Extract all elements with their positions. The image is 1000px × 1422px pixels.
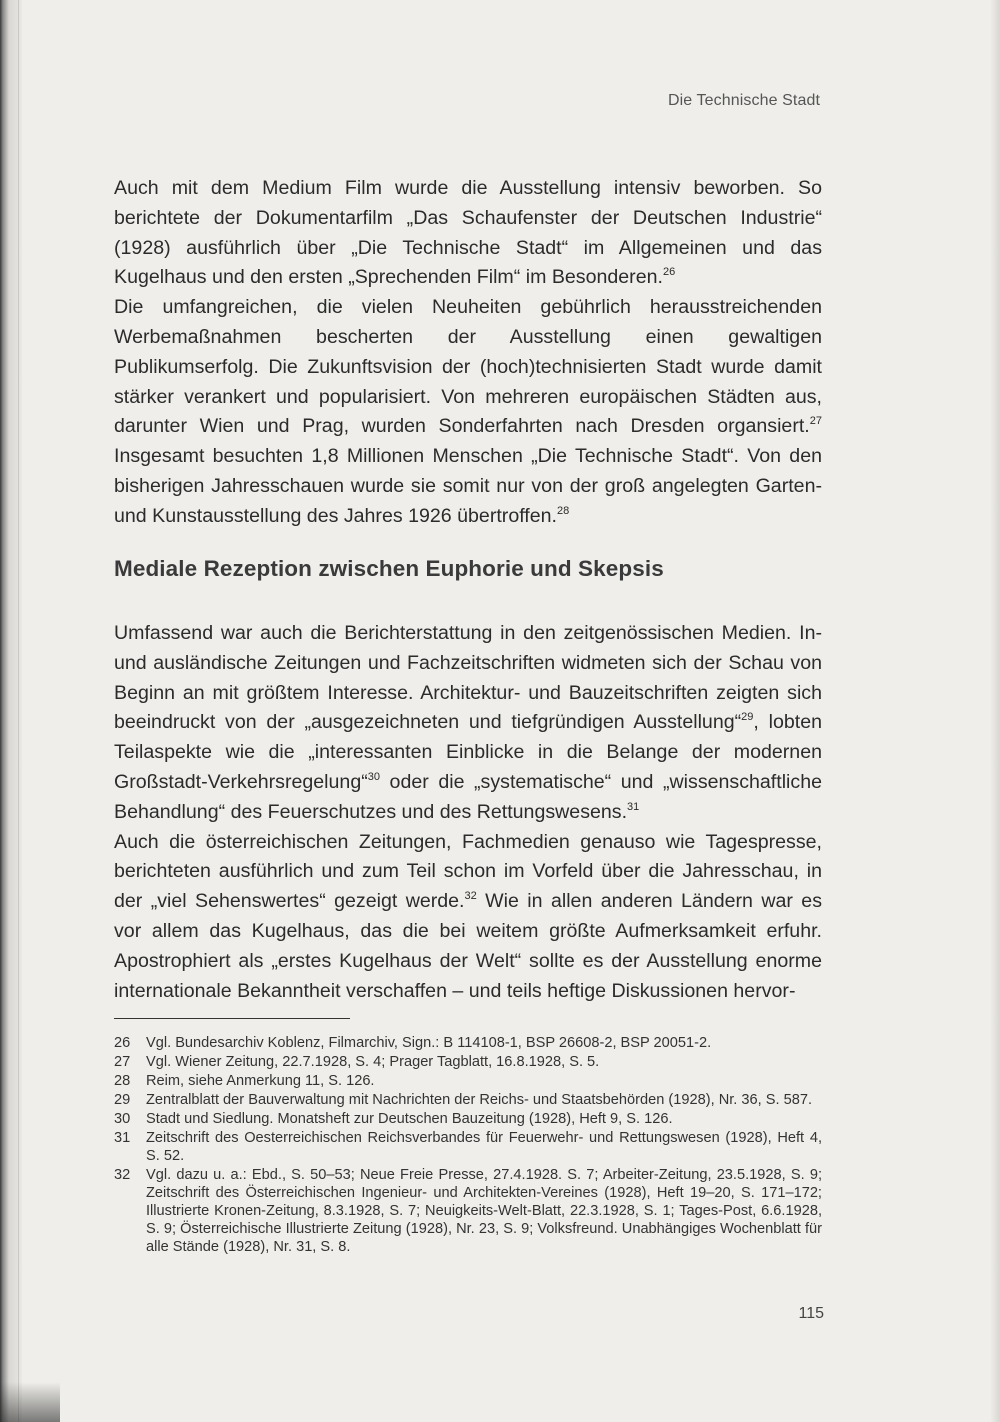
footnote bbox=[114, 1053, 822, 1071]
footnote-ref-31[interactable]: 31 bbox=[627, 800, 640, 813]
body-text-bottom bbox=[114, 619, 822, 1006]
footnote-text: Stadt und Siedlung. Monatsheft zur Deutschen Bauzeitung (1928), Heft 9, S. 126. bbox=[146, 1111, 673, 1127]
footnote bbox=[114, 1072, 822, 1090]
footnote-number: 29 bbox=[114, 1092, 131, 1108]
corner-shadow bbox=[0, 1382, 60, 1422]
footnote-ref-32[interactable]: 32 bbox=[464, 890, 477, 903]
footnote-text: Vgl. Bundesarchiv Koblenz, Filmarchiv, Sign.: B 114108-1, BSP 26608-2, BSP 20051-2. bbox=[146, 1035, 712, 1051]
footnote-number: 28 bbox=[114, 1073, 131, 1089]
paragraph-2: Die umfangreichen, die vielen Neuheiten gebührlich herausstreichenden Werbemaßnahmen bescherten der Ausstellung einen gewaltigen Publikumserfolg. Die Zukunftsvision der (hoch)technisierten Stadt wurde damit stärker verankert und popularisiert. Von mehreren europäischen Städten aus, darunter Wien und Prag, wurden Sonderfahrten nach Dresden organsiert.$^{27}$ Insgesamt besuchten 1,8 Millionen Menschen „Die Technische Stadt“. Von den bisherigen Jahresschauen wurde sie somit nur von der groß angelegten Garten- und Kunstausstellung des Jahres 1926 übertroffen.$^{28}$ bbox=[114, 296, 822, 527]
gutter-line bbox=[18, 0, 19, 1422]
footnote-ref-27[interactable]: 27 bbox=[809, 415, 822, 428]
running-head: Die Technische Stadt bbox=[667, 92, 820, 109]
paragraph-3: Umfassend war auch die Berichterstattung in den zeitgenössischen Medien. In- und ausländische Zeitungen und Fachzeitschriften widmeten sich der Schau von Beginn an mit größtem Interesse. Architektur- und Bauzeitschriften zeigten sich beeindruckt von der „ausgezeichneten und tiefgründigen Ausstellung“$^{29}$, lobten Teilaspekte wie die „interessanten Einblicke in die Belange der modernen Großstadt-Verkehrsregelung“$^{30}$ oder die „systematische“ und „wissenschaftliche Behandlung“ des Feuerschutzes und des Rettungswesens.$^{31}$ bbox=[114, 622, 822, 823]
footnote bbox=[114, 1129, 822, 1165]
section-heading: Mediale Rezeption zwischen Euphorie und Skepsis bbox=[114, 556, 664, 581]
footnote-number: 26 bbox=[114, 1035, 131, 1051]
footnote-separator bbox=[114, 1018, 350, 1019]
page-edge bbox=[990, 0, 1000, 1422]
body-text-top bbox=[114, 174, 822, 532]
footnote-text: Zeitschrift des Oesterreichischen Reichsverbandes für Feuerwehr- und Rettungswesen (1928), Heft 4, S. 52. bbox=[146, 1130, 822, 1164]
footnote-ref-30[interactable]: 30 bbox=[367, 770, 380, 783]
footnote-ref-28[interactable]: 28 bbox=[556, 504, 570, 517]
footnote-number: 27 bbox=[114, 1054, 131, 1070]
footnote bbox=[114, 1091, 822, 1109]
footnote-text: Zentralblatt der Bauverwaltung mit Nachrichten der Reichs- und Staatsbehörden (1928), Nr. 36, S. 587. bbox=[146, 1092, 812, 1108]
footnote bbox=[114, 1110, 822, 1128]
footnote-text: Vgl. Wiener Zeitung, 22.7.1928, S. 4; Prager Tagblatt, 16.8.1928, S. 5. bbox=[146, 1054, 600, 1070]
footnote-text: Reim, siehe Anmerkung 11, S. 126. bbox=[146, 1073, 375, 1089]
footnote-ref-26[interactable]: 26 bbox=[662, 266, 676, 279]
paragraph-4: Auch die österreichischen Zeitungen, Fachmedien genauso wie Tagespresse, berichteten ausführlich und zum Teil schon im Vorfeld über die Jahresschau, in der „viel Sehenswertes“ gezeigt werde.$^{32}$ Wie in allen anderen Ländern war es vor allem das Kugelhaus, das die bei weitem größte Aufmerksamkeit erfuhr. Apostrophiert als „erstes Kugelhaus der Welt“ sollte es der Ausstellung enorme internationale Bekanntheit verschaffen – und teils heftige Diskussionen hervor- bbox=[114, 830, 822, 1002]
footnote bbox=[114, 1166, 822, 1256]
footnote bbox=[114, 1034, 822, 1052]
footnotes bbox=[114, 1034, 822, 1257]
page-number: 115 bbox=[798, 1305, 824, 1322]
footnote-ref-29[interactable]: 29 bbox=[741, 711, 754, 724]
paragraph-1: Auch mit dem Medium Film wurde die Ausstellung intensiv beworben. So berichtete der Dokumentarfilm „Das Schaufenster der Deutschen Industrie“ (1928) ausführlich über „Die Technische Stadt“ im Allgemeinen und das Kugelhaus und den ersten „Sprechenden Film“ im Besonderen.$^{26}$ bbox=[114, 177, 822, 289]
footnote-text: Vgl. dazu u. a.: Ebd., S. 50–53; Neue Freie Presse, 27.4.1928. S. 7; Arbeiter-Zeitung, 23.5.1928, S. 9; Zeitschrift des Österreichischen Ingenieur- und Architekten-Vereines (1928), Heft 19–20, S. 171–172; Illustrierte Kronen-Zeitung, 8.3.1928, S. 7; Neuigkeits-Welt-Blatt, 22.3.1928, S. 1; Tages-Post, 6.6.1928, S. 9; Österreichische Illustrierte Zeitung (1928), Nr. 23, S. 9; Volksfreund. Unabhängiges Wochenblatt für alle Stände (1928), Nr. 31, S. 8. bbox=[146, 1167, 822, 1255]
footnote-number: 31 bbox=[114, 1130, 131, 1146]
footnote-number: 32 bbox=[114, 1167, 131, 1183]
footnote-number: 30 bbox=[114, 1111, 131, 1127]
